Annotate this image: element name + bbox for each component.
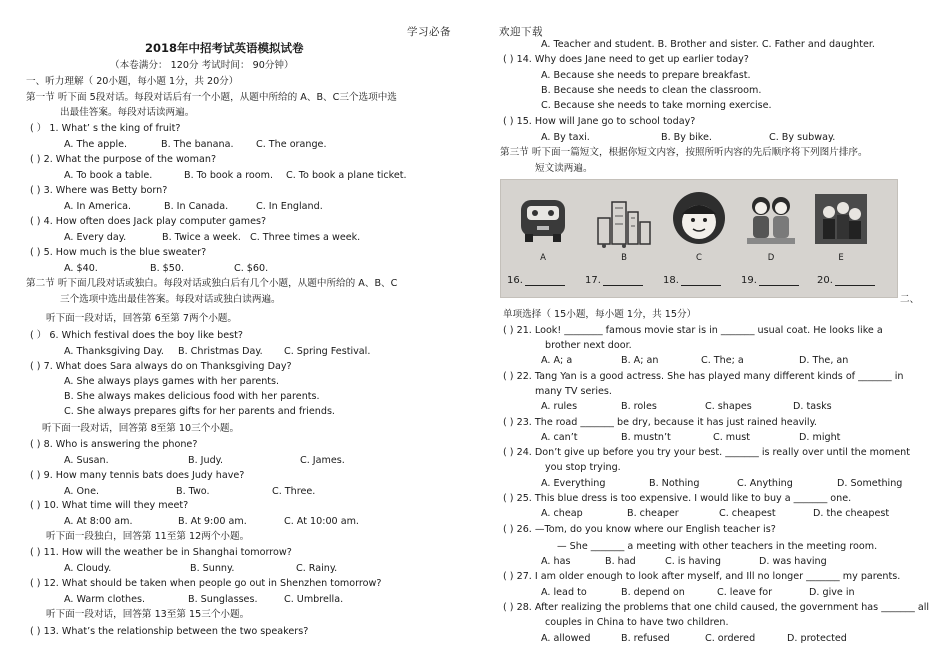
blank-number: 17. <box>585 275 601 286</box>
question-2: ( ) 2. What the purpose of the woman? <box>30 154 217 165</box>
option: A. Thanksgiving Day. <box>64 346 164 357</box>
option: C. The; a <box>701 355 744 366</box>
option: B. Christmas Day. <box>178 346 263 357</box>
listen-instruction-8-10: 听下面一段对话，回答第 8至第 10三个小题。 <box>42 423 240 434</box>
option: A. By taxi. <box>541 132 590 143</box>
question-7-option-c: C. She always prepares gifts for her parents and friends. <box>64 406 335 417</box>
option: C. cheapest <box>719 508 776 519</box>
option: A. Cloudy. <box>64 563 112 574</box>
option: B. refused <box>621 633 670 644</box>
option: A. allowed <box>541 633 591 644</box>
answer-blank-17[interactable] <box>585 275 643 286</box>
question-27: ( ) 27. I am older enough to look after myself, and Ill no longer _______ my parents. <box>503 571 901 582</box>
exam-info: （本卷满分： 120分 考试时间： 90分钟） <box>110 60 294 71</box>
option: A. Everything <box>541 478 606 489</box>
picture-strip <box>500 179 898 298</box>
option: C. At 10:00 am. <box>284 516 359 527</box>
section1-intro-line2: 出最佳答案。每段对话读两遍。 <box>60 107 195 118</box>
question-21-cont: brother next door. <box>545 340 632 351</box>
question-23: ( ) 23. The road _______ be dry, because it has just rained heavily. <box>503 417 817 428</box>
picture-label-b: B <box>621 253 627 263</box>
option: B. had <box>605 556 636 567</box>
option: A. has <box>541 556 571 567</box>
section1-intro-line1: 第一节 听下面 5段对话。每段对话后有一个小题，从题中所给的 A、B、C三个选项中选 <box>26 92 397 103</box>
option: A. Every day. <box>64 232 127 243</box>
question-21: ( ) 21. Look! ________ famous movie star is in _______ usual coat. He looks like a <box>503 325 883 336</box>
question-5: ( ) 5. How much is the blue sweater? <box>30 247 207 258</box>
option: C. Three. <box>272 486 316 497</box>
option: A. rules <box>541 401 578 412</box>
blank-number: 19. <box>741 275 757 286</box>
answer-blank-19[interactable] <box>741 275 799 286</box>
boy-face-icon <box>669 188 729 250</box>
option: B. mustn’t <box>621 432 671 443</box>
option: B. In Canada. <box>164 201 229 212</box>
question-12: ( ) 12. What should be taken when people go out in Shenzhen tomorrow? <box>30 578 382 589</box>
option: B. roles <box>621 401 657 412</box>
option: B. Nothing <box>649 478 700 489</box>
header-left-text: 学习必备 <box>407 26 451 38</box>
question-22-cont: many TV series. <box>535 386 612 397</box>
option: A. lead to <box>541 587 587 598</box>
option: B. By bike. <box>661 132 712 143</box>
option: C. Spring Festival. <box>284 346 371 357</box>
option: A. Warm clothes. <box>64 594 146 605</box>
section3-intro-line1: 第三节 听下面一篇短文，根据你短文内容，按照所听内容的先后顺序将下列图片排序。 <box>500 147 868 158</box>
blank-number: 20. <box>817 275 833 286</box>
option: A. One. <box>64 486 100 497</box>
question-14-option-b: B. Because she needs to clean the classroom. <box>541 85 762 96</box>
question-26: ( ) 26. —Tom, do you know where our English teacher is? <box>503 524 776 535</box>
option: C. Anything <box>737 478 793 489</box>
question-7-option-a: A. She always plays games with her parents. <box>64 376 280 387</box>
question-24-cont: you stop trying. <box>545 462 621 473</box>
option: B. A; an <box>621 355 659 366</box>
option: A. The apple. <box>64 139 128 150</box>
option: D. Something <box>837 478 903 489</box>
option: C. In England. <box>256 201 323 212</box>
option: B. Judy. <box>188 455 224 466</box>
option: B. Two. <box>176 486 210 497</box>
blank-number: 16. <box>507 275 523 286</box>
option: B. Sunny. <box>190 563 235 574</box>
question-15: ( ) 15. How will Jane go to school today? <box>503 116 696 127</box>
question-13-options: A. Teacher and student. B. Brother and sister. C. Father and daughter. <box>541 39 875 50</box>
option: C. must <box>713 432 750 443</box>
option: D. might <box>799 432 841 443</box>
option: B. To book a room. <box>184 170 274 181</box>
option: A. $40. <box>64 263 98 274</box>
listen-instruction-6-7: 听下面一段对话，回答第 6至第 7两个小题。 <box>46 313 237 324</box>
picture-label-d: D <box>767 253 775 263</box>
section2-intro-line2: 三个选项中选出最佳答案。每段对话或独白读两遍。 <box>60 294 281 305</box>
question-8: ( ) 8. Who is answering the phone? <box>30 439 198 450</box>
option: A. cheap <box>541 508 583 519</box>
city-buildings-icon <box>594 188 654 250</box>
option: B. At 9:00 am. <box>178 516 247 527</box>
question-14-option-a: A. Because she needs to prepare breakfast. <box>541 70 751 81</box>
car-icon <box>513 188 573 250</box>
option: C. James. <box>300 455 345 466</box>
picture-label-c: C <box>696 253 702 263</box>
family-photo-icon <box>811 188 871 250</box>
option: C. To book a plane ticket. <box>286 170 407 181</box>
question-7: ( ) 7. What does Sara always do on Thanksgiving Day? <box>30 361 292 372</box>
two-children-icon <box>741 188 801 250</box>
option: C. $60. <box>234 263 269 274</box>
part1-title: 一、听力理解（ 20小题，每小题 1分，共 20分） <box>26 76 239 87</box>
option: C. Umbrella. <box>284 594 344 605</box>
picture-label-e: E <box>838 253 844 263</box>
question-6: ( ） 6. Which festival does the boy like best? <box>30 330 243 341</box>
option: C. is having <box>665 556 721 567</box>
answer-blank-16[interactable] <box>507 275 565 286</box>
option: B. Twice a week. <box>162 232 241 243</box>
option: D. was having <box>759 556 827 567</box>
question-9: ( ) 9. How many tennis bats does Judy have? <box>30 470 245 481</box>
option: A. To book a table. <box>64 170 153 181</box>
picture-label-a: A <box>540 253 546 263</box>
option: D. protected <box>787 633 847 644</box>
section3-intro-line2: 短文读两遍。 <box>535 163 593 174</box>
option: C. ordered <box>705 633 756 644</box>
question-25: ( ) 25. This blue dress is too expensive. I would like to buy a _______ one. <box>503 493 852 504</box>
option: A. Susan. <box>64 455 109 466</box>
option: C. By subway. <box>769 132 836 143</box>
option: A. At 8:00 am. <box>64 516 133 527</box>
option: C. Rainy. <box>296 563 338 574</box>
question-11: ( ) 11. How will the weather be in Shanghai tomorrow? <box>30 547 292 558</box>
option: A. A; a <box>541 355 573 366</box>
question-22: ( ) 22. Tang Yan is a good actress. She has played many different kinds of _______ in <box>503 371 904 382</box>
question-4: ( ) 4. How often does Jack play computer games? <box>30 216 267 227</box>
question-10: ( ) 10. What time will they meet? <box>30 500 189 511</box>
question-3: ( ) 3. Where was Betty born? <box>30 185 168 196</box>
question-24: ( ) 24. Don’t give up before you try your best. _______ is really over until the moment <box>503 447 910 458</box>
option: A. In America. <box>64 201 132 212</box>
option: D. give in <box>809 587 855 598</box>
question-1: ( ） 1. What’ s the king of fruit? <box>30 123 181 134</box>
option: B. depend on <box>621 587 685 598</box>
blank-number: 18. <box>663 275 679 286</box>
answer-blank-18[interactable] <box>663 275 721 286</box>
option: D. The, an <box>799 355 849 366</box>
header-right-text: 欢迎下载 <box>499 26 543 38</box>
answer-blank-20[interactable] <box>817 275 875 286</box>
option: C. The orange. <box>256 139 327 150</box>
listen-instruction-11-12: 听下面一段独白，回答第 11至第 12两个小题。 <box>46 531 250 542</box>
question-14: ( ) 14. Why does Jane need to get up earlier today? <box>503 54 749 65</box>
option: C. Three times a week. <box>250 232 361 243</box>
option: A. can’t <box>541 432 578 443</box>
option: C. leave for <box>717 587 773 598</box>
option: D. the cheapest <box>813 508 890 519</box>
question-14-option-c: C. Because she needs to take morning exercise. <box>541 100 772 111</box>
option: D. tasks <box>793 401 832 412</box>
part2-title: 单项选择（ 15小题，每小题 1分，共 15分） <box>503 309 697 320</box>
option: B. $50. <box>150 263 185 274</box>
part2-heading-tail: 二、 <box>900 294 920 305</box>
option: B. The banana. <box>161 139 234 150</box>
section2-intro-line1: 第二节 听下面几段对话或独白。每段对话或独白后有几个小题，从题中所给的 A、B、C <box>26 278 398 289</box>
option: B. Sunglasses. <box>188 594 258 605</box>
question-13: ( ) 13. What’s the relationship between the two speakers? <box>30 626 309 637</box>
listen-instruction-13-15: 听下面一段对话，回答第 13至第 15三个小题。 <box>46 609 250 620</box>
question-7-option-b: B. She always makes delicious food with her parents. <box>64 391 320 402</box>
question-28: ( ) 28. After realizing the problems that one child caused, the government has _______ all <box>503 602 930 613</box>
question-26-cont: — She _______ a meeting with other teachers in the meeting room. <box>557 541 878 552</box>
option: B. cheaper <box>627 508 679 519</box>
option: C. shapes <box>705 401 752 412</box>
exam-title: 2018年中招考试英语模拟试卷 <box>145 41 304 55</box>
question-28-cont: couples in China to have two children. <box>545 617 729 628</box>
